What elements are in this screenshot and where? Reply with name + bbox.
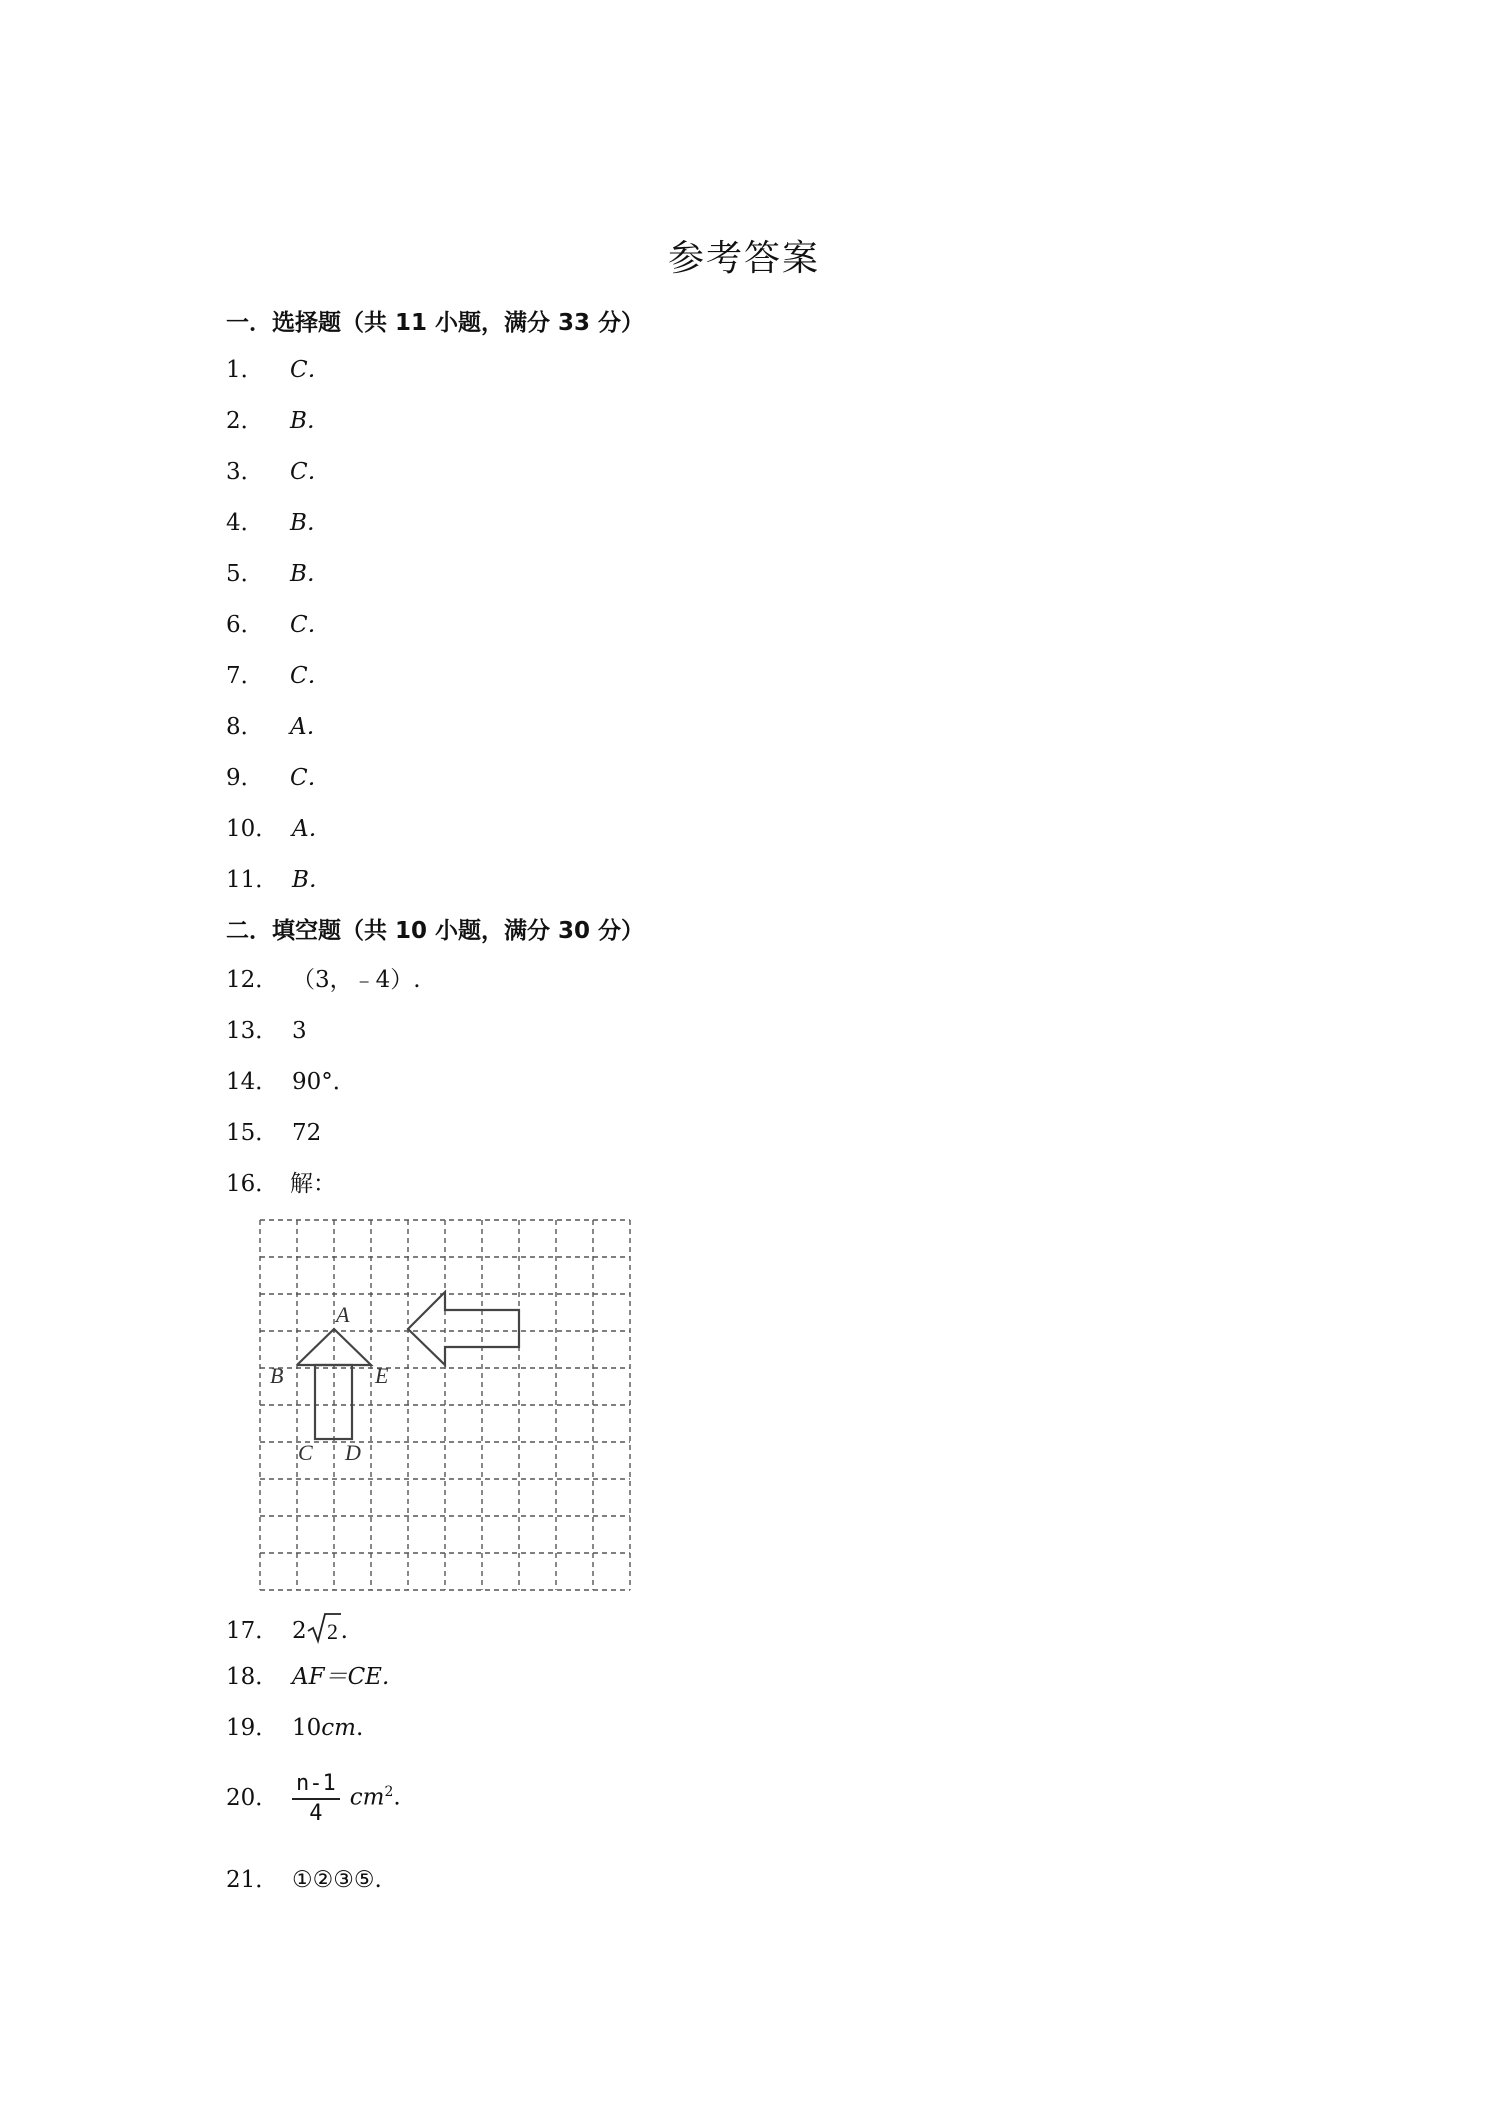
question-number: 19． (226, 1715, 279, 1741)
label-a: A (336, 1302, 350, 1327)
answer-text: A． (290, 714, 330, 740)
section-heading-choice: 一．选择题（共 11 小题，满分 33 分） (226, 310, 645, 336)
answer-row-12 (226, 966, 421, 994)
rotated-arrow-shape (408, 1292, 519, 1365)
question-number: 16． (226, 1171, 279, 1197)
answer-text: 90°． (292, 1069, 356, 1095)
question-number: 2． (226, 408, 264, 434)
answer-row-10 (226, 815, 332, 843)
question-number: 1． (226, 357, 264, 383)
answer-row-8 (226, 713, 330, 741)
grid-figure (258, 1218, 632, 1592)
answer-row-9 (226, 764, 331, 792)
answer-row-14 (226, 1068, 356, 1096)
question-number: 11． (226, 867, 279, 893)
section-heading-fill: 二．填空题（共 10 小题，满分 30 分） (226, 918, 645, 944)
answer-row-5 (226, 560, 330, 588)
answer-row-13 (226, 1017, 307, 1045)
answer-value: 10 (292, 1715, 322, 1741)
answer-unit: cm (349, 1784, 385, 1811)
answer-row-3 (226, 458, 331, 486)
answer-row-19 (226, 1714, 363, 1742)
question-number: 12． (226, 967, 279, 993)
answer-text: C． (290, 459, 331, 485)
answer-text: B． (290, 561, 330, 587)
answer-text: 3 (292, 1018, 307, 1044)
answer-suffix: . (340, 1618, 348, 1644)
answer-row-4 (226, 509, 330, 537)
answer-text: C． (290, 612, 331, 638)
question-number: 4． (226, 510, 264, 536)
answer-text: ①②③⑤. (292, 1867, 382, 1893)
answer-text: B． (290, 510, 330, 536)
answer-unit: cm (321, 1715, 356, 1741)
answer-row-18 (226, 1663, 389, 1691)
answer-row-20 (226, 1761, 401, 1829)
answer-row-6 (226, 611, 331, 639)
answer-row-21 (226, 1866, 382, 1894)
question-number: 9． (226, 765, 264, 791)
answer-exponent: 2 (384, 1784, 394, 1800)
answer-text: AF＝CE. (292, 1664, 390, 1690)
answer-row-7 (226, 662, 331, 690)
answer-text: 72 (292, 1120, 322, 1146)
question-number: 15． (226, 1120, 279, 1146)
label-c: C (298, 1440, 313, 1465)
sqrt-radicand: 2 (326, 1619, 338, 1644)
answer-text: B． (292, 867, 332, 893)
answer-suffix: . (393, 1784, 401, 1811)
answer-row-15 (226, 1119, 321, 1147)
answer-text: （3，﹣4）. (292, 967, 421, 993)
question-number: 17． (226, 1618, 279, 1644)
answer-text: A． (292, 816, 332, 842)
question-number: 18． (226, 1664, 279, 1690)
answer-coefficient: 2 (292, 1618, 307, 1644)
question-number: 6． (226, 612, 264, 638)
answer-row-1 (226, 356, 331, 384)
question-number: 8． (226, 714, 264, 740)
answer-row-2 (226, 407, 330, 435)
answer-suffix: . (355, 1715, 364, 1741)
label-d: D (345, 1440, 361, 1465)
question-number: 20． (226, 1784, 279, 1811)
answer-row-11 (226, 866, 332, 894)
answer-text: B． (290, 408, 330, 434)
question-number: 5． (226, 561, 264, 587)
question-number: 21． (226, 1867, 279, 1893)
fraction-denominator: 4 (309, 1800, 323, 1826)
question-number: 3． (226, 459, 264, 485)
label-e: E (375, 1363, 389, 1388)
fraction-numerator: n-1 (296, 1770, 336, 1796)
answer-row-17 (226, 1612, 348, 1651)
label-b: B (270, 1363, 284, 1388)
question-number: 7． (226, 663, 264, 689)
sqrt-symbol (307, 1612, 341, 1651)
answer-text: C． (290, 765, 331, 791)
answer-text: C． (290, 357, 331, 383)
answer-text: 解： (290, 1171, 336, 1197)
fraction (292, 1770, 340, 1828)
question-number: 10． (226, 816, 279, 842)
question-number: 14． (226, 1069, 279, 1095)
question-number: 13． (226, 1018, 279, 1044)
answer-text: C． (290, 663, 331, 689)
answer-row-16 (226, 1170, 336, 1198)
page-title: 参考答案 (667, 238, 820, 279)
